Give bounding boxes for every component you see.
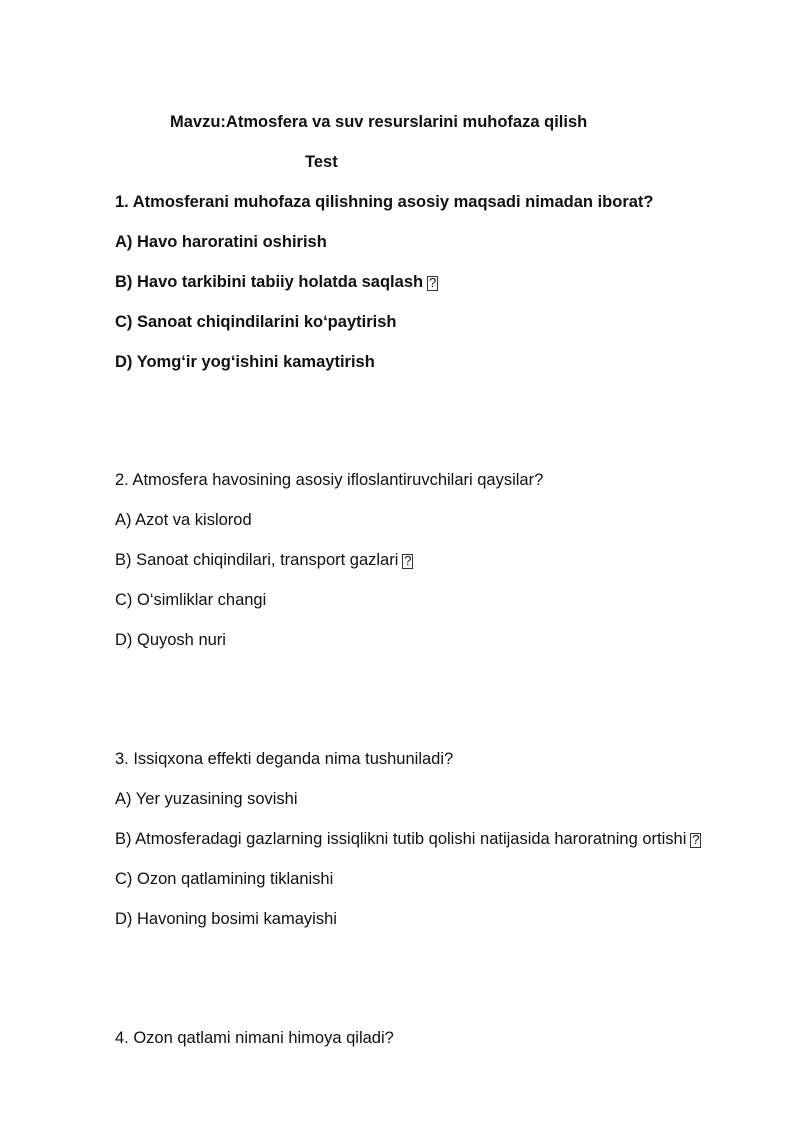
document-subtitle: Test <box>305 153 338 171</box>
option-label: B) Atmosferadagi gazlarning issiqlikni tutib qolishi natijasida haroratning ortishi <box>115 830 687 848</box>
question-3-option-a: A) Yer yuzasining sovishi <box>115 790 298 808</box>
question-3-text: 3. Issiqxona effekti deganda nima tushuniladi? <box>115 750 454 768</box>
question-4-text: 4. Ozon qatlami nimani himoya qiladi? <box>115 1029 394 1047</box>
question-2-option-b <box>115 550 413 570</box>
question-1-option-d: D) Yomg‘ir yog‘ishini kamaytirish <box>115 353 375 371</box>
question-1-option-a: A) Havo haroratini oshirish <box>115 233 327 251</box>
question-2-option-c: C) O‘simliklar changi <box>115 591 267 609</box>
question-3-option-b <box>115 829 701 849</box>
document-title: Mavzu:Atmosfera va suv resurslarini muhofaza qilish <box>170 113 588 131</box>
correct-answer-mark-icon: ? <box>692 832 700 847</box>
question-3-option-d: D) Havoning bosimi kamayishi <box>115 910 337 928</box>
correct-answer-mark-icon: ? <box>428 275 437 290</box>
question-2-option-a: A) Azot va kislorod <box>115 511 252 529</box>
question-2-option-d: D) Quyosh nuri <box>115 631 226 649</box>
correct-answer-mark-icon: ? <box>404 553 412 568</box>
option-label: B) Sanoat chiqindilari, transport gazlari <box>115 551 399 569</box>
question-1-option-c: C) Sanoat chiqindilarini ko‘paytirish <box>115 313 397 331</box>
question-2-text: 2. Atmosfera havosining asosiy ifloslantiruvchilari qaysilar? <box>115 471 544 489</box>
question-3-option-c: C) Ozon qatlamining tiklanishi <box>115 870 334 888</box>
question-1-option-b <box>115 272 438 292</box>
option-label: B) Havo tarkibini tabiiy holatda saqlash <box>115 273 424 291</box>
question-1-text: 1. Atmosferani muhofaza qilishning asosiy maqsadi nimadan iborat? <box>115 193 654 211</box>
